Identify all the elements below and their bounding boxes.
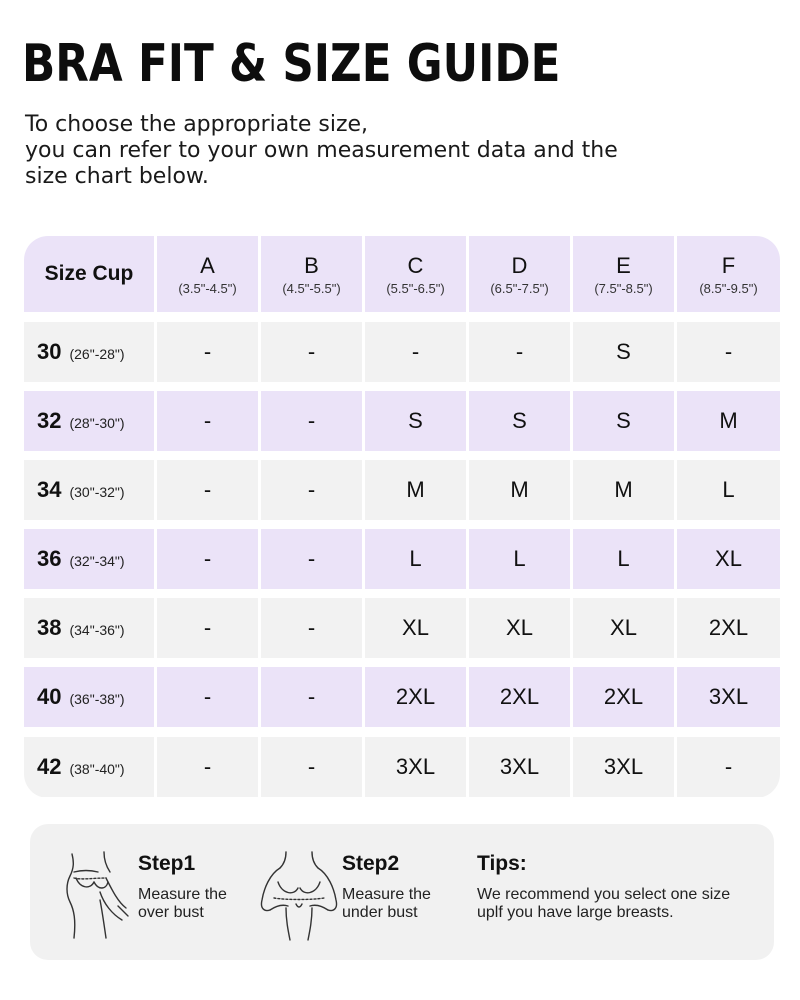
size-value-cell [157, 460, 258, 520]
table-row [24, 529, 780, 589]
size-value-cell [677, 322, 780, 382]
size-value-cell [365, 391, 466, 451]
intro-line: you can refer to your own measurement data and the [25, 138, 618, 163]
size-value-cell [469, 322, 570, 382]
band-size-cell [24, 598, 154, 658]
cup-range: (5.5"-6.5") [386, 280, 445, 296]
size-value: 3XL [603, 754, 644, 779]
cup-letter: B [304, 252, 319, 278]
intro-line: size chart below. [25, 164, 209, 189]
size-value: - [203, 477, 212, 502]
size-value: - [307, 684, 316, 709]
size-value-cell [365, 667, 466, 727]
size-value-cell [677, 737, 780, 797]
size-value-cell [573, 737, 674, 797]
size-value-cell [261, 667, 362, 727]
size-value: - [724, 339, 733, 364]
cup-range: (6.5"-7.5") [490, 280, 549, 296]
cup-letter: E [616, 252, 631, 278]
size-value-cell [469, 391, 570, 451]
step1-line: over bust [138, 904, 204, 921]
measurement-steps-panel [30, 824, 774, 960]
size-value-cell [469, 460, 570, 520]
step2-line: Measure the [342, 886, 431, 903]
table-row [24, 391, 780, 451]
size-value: - [307, 754, 316, 779]
table-row [24, 322, 780, 382]
size-value: S [408, 408, 423, 433]
size-value: L [513, 546, 526, 571]
size-value: M [719, 408, 738, 433]
band-size-cell [24, 391, 154, 451]
size-value: 3XL [395, 754, 436, 779]
size-value: - [307, 339, 316, 364]
step1-line: Measure the [138, 886, 227, 903]
cup-letter: A [200, 252, 215, 278]
table-row [24, 598, 780, 658]
step2-text [342, 886, 431, 922]
size-value-cell [573, 529, 674, 589]
size-value: S [616, 408, 631, 433]
size-value-cell [677, 529, 780, 589]
band-number: 40 [37, 684, 62, 709]
cup-range: (8.5"-9.5") [699, 280, 758, 296]
size-value: - [203, 339, 212, 364]
size-value: S [512, 408, 527, 433]
size-value: 3XL [708, 684, 749, 709]
size-value-cell [469, 737, 570, 797]
page-title: BRA FIT & SIZE GUIDE [22, 34, 561, 94]
size-value-cell [157, 322, 258, 382]
size-value-cell [157, 667, 258, 727]
size-value: - [307, 615, 316, 640]
band-range: (36"-38") [69, 690, 125, 707]
cup-letter: F [721, 252, 736, 278]
size-value-cell [573, 667, 674, 727]
size-value: 2XL [603, 684, 644, 709]
step2-title: Step2 [342, 852, 400, 875]
size-value: 2XL [395, 684, 436, 709]
size-value: - [307, 477, 316, 502]
cup-range: (4.5"-5.5") [282, 280, 341, 296]
size-value: - [203, 615, 212, 640]
size-value-cell [677, 598, 780, 658]
tips-line: We recommend you select one size [477, 886, 731, 903]
step1-text [138, 886, 227, 922]
size-cup-header [24, 236, 154, 312]
size-value-cell [469, 598, 570, 658]
size-value: 3XL [499, 754, 540, 779]
size-value-cell [261, 598, 362, 658]
size-value: - [307, 546, 316, 571]
band-size-cell [24, 667, 154, 727]
size-value-cell [261, 529, 362, 589]
size-value-cell [157, 529, 258, 589]
band-range: (30"-32") [69, 483, 125, 500]
size-value-cell [573, 598, 674, 658]
intro-line: To choose the appropriate size, [25, 112, 369, 137]
band-number: 42 [37, 754, 62, 779]
tips-title: Tips: [477, 852, 527, 875]
band-number: 32 [37, 408, 62, 433]
size-value: - [724, 754, 733, 779]
size-value-cell [157, 391, 258, 451]
size-value-cell [365, 529, 466, 589]
band-number: 34 [37, 477, 62, 502]
size-value: L [617, 546, 630, 571]
size-value: L [722, 477, 735, 502]
cup-header-f [677, 236, 780, 312]
table-row [24, 667, 780, 727]
size-value: - [203, 546, 212, 571]
tips-text [477, 886, 730, 922]
cup-header-e [573, 236, 674, 312]
size-value-cell [261, 460, 362, 520]
size-value-cell [573, 460, 674, 520]
size-value-cell [469, 529, 570, 589]
tips-line: uplf you have large breasts. [477, 904, 674, 921]
size-value: - [203, 408, 212, 433]
table-header-row [24, 236, 780, 312]
size-value-cell [157, 598, 258, 658]
cup-header-c [365, 236, 466, 312]
size-value-cell [677, 460, 780, 520]
size-value-cell [365, 322, 466, 382]
size-value-cell [365, 460, 466, 520]
size-value: - [411, 339, 420, 364]
band-size-cell [24, 529, 154, 589]
band-range: (34"-36") [69, 621, 125, 638]
size-value-cell [261, 737, 362, 797]
size-value: XL [402, 615, 429, 640]
band-range: (38"-40") [69, 760, 125, 777]
band-number: 38 [37, 615, 62, 640]
cup-header-d [469, 236, 570, 312]
cup-letter: D [511, 252, 528, 278]
size-cup-label: Size Cup [44, 262, 134, 285]
band-size-cell [24, 460, 154, 520]
size-value: M [614, 477, 633, 502]
cup-header-a [157, 236, 258, 312]
size-value: M [406, 477, 425, 502]
size-value: XL [610, 615, 637, 640]
cup-range: (7.5"-8.5") [594, 280, 653, 296]
size-value-cell [261, 391, 362, 451]
size-value: - [203, 754, 212, 779]
over-bust-figure-icon [60, 848, 136, 942]
size-value-cell [677, 667, 780, 727]
band-range: (28"-30") [69, 414, 125, 431]
size-chart-table [24, 236, 780, 798]
cup-range: (3.5"-4.5") [178, 280, 237, 296]
table-row [24, 737, 780, 797]
band-range: (26"-28") [69, 345, 125, 362]
size-value: XL [715, 546, 742, 571]
size-value-cell [261, 322, 362, 382]
size-value: M [510, 477, 529, 502]
step1-title: Step1 [138, 852, 196, 875]
step2-line: under bust [342, 904, 418, 921]
size-value: - [515, 339, 524, 364]
size-value-cell [677, 391, 780, 451]
under-bust-figure-icon [256, 848, 342, 942]
band-range: (32"-34") [69, 552, 125, 569]
size-value: 2XL [708, 615, 749, 640]
size-value: - [307, 408, 316, 433]
size-value: - [203, 684, 212, 709]
band-number: 36 [37, 546, 62, 571]
size-value: 2XL [499, 684, 540, 709]
cup-header-b [261, 236, 362, 312]
cup-letter: C [407, 252, 424, 278]
size-value-cell [365, 598, 466, 658]
size-value: XL [506, 615, 533, 640]
band-size-cell [24, 737, 154, 797]
size-value: L [409, 546, 422, 571]
size-value-cell [469, 667, 570, 727]
table-row [24, 460, 780, 520]
size-value-cell [573, 391, 674, 451]
size-value-cell [573, 322, 674, 382]
band-size-cell [24, 322, 154, 382]
size-value: S [616, 339, 631, 364]
size-value-cell [157, 737, 258, 797]
band-number: 30 [37, 339, 62, 364]
size-value-cell [365, 737, 466, 797]
intro-text [25, 112, 665, 190]
